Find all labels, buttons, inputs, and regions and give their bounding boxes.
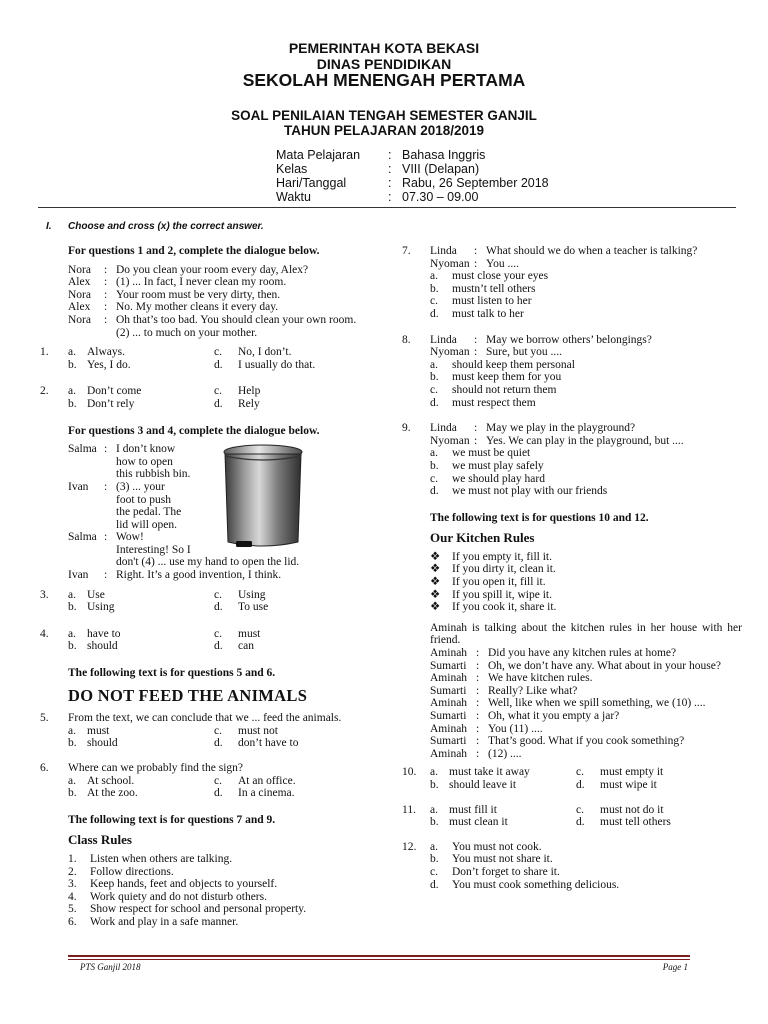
option-b[interactable]: Yes, I do. bbox=[87, 358, 131, 371]
footer-page: Page 1 bbox=[662, 962, 688, 972]
bullet-icon: ❖ bbox=[430, 550, 441, 563]
question-number: 1. bbox=[40, 346, 49, 359]
question-number: 2. bbox=[40, 385, 49, 398]
option-d[interactable]: can bbox=[238, 640, 254, 653]
question-number: 4. bbox=[40, 627, 49, 640]
right-column bbox=[402, 245, 742, 891]
dialogue-line: Salma : Wow! bbox=[68, 531, 380, 544]
dialogue-text: Do you clean your room every day, Alex? bbox=[116, 263, 309, 276]
option-d[interactable]: must tell others bbox=[600, 816, 671, 829]
speaker: Nyoman bbox=[430, 257, 470, 270]
dialogue-text: (2) ... to much on your mother. bbox=[116, 326, 258, 339]
dialogue-line: Ivan : Right. It’s a good invention, I think. bbox=[68, 569, 380, 582]
dialogue-line: Sumarti : That’s good. What if you cook something? bbox=[430, 735, 742, 748]
speaker: Sumarti bbox=[430, 659, 467, 672]
section-heading: The following text is for questions 10 and 12. bbox=[430, 511, 649, 524]
dialogue-text: Interesting! So I bbox=[116, 543, 191, 556]
speaker: Aminah bbox=[430, 722, 468, 735]
footer-divider-thick bbox=[68, 955, 690, 957]
option-d[interactable]: don’t have to bbox=[238, 737, 299, 750]
info-value: 07.30 – 09.00 bbox=[402, 190, 479, 204]
rule-item: 1. Listen when others are talking. bbox=[68, 852, 233, 865]
question-10: 10. a. must take it away c. must empty it b. should leave it d. must wipe it bbox=[402, 766, 742, 791]
dialogue-line: Salma : I don’t know bbox=[68, 443, 380, 456]
dialogue-text: What should we do when a teacher is talking? bbox=[486, 245, 698, 257]
question-12: 12. a. You must not cook. b. You must not share it. c. Don’t forget to share it. d. You must cook something delicious. bbox=[402, 840, 620, 891]
option-d[interactable]: To use bbox=[238, 601, 269, 614]
speaker: Sumarti bbox=[430, 735, 467, 748]
dialogue-text: (1) ... In fact, I never clean my room. bbox=[116, 276, 287, 289]
dialogue-text: foot to push bbox=[116, 493, 171, 506]
option-a[interactable]: Don’t come bbox=[87, 385, 142, 398]
dialogue-text: You .... bbox=[486, 257, 520, 270]
info-row: Mata Pelajaran : Bahasa Inggris bbox=[276, 148, 486, 162]
option-a[interactable]: must fill it bbox=[449, 803, 497, 816]
question-6: 6. Where can we probably find the sign? a. At school. c. At an office. b. At the zoo. d. In a cinema. bbox=[40, 762, 380, 800]
option-b[interactable]: mustn’t tell others bbox=[452, 282, 536, 295]
bullet-icon: ❖ bbox=[430, 563, 441, 576]
option-a[interactable]: have to bbox=[87, 627, 121, 640]
info-label: Waktu bbox=[276, 190, 311, 204]
question-number: 11. bbox=[402, 803, 416, 816]
info-value: VIII (Delapan) bbox=[402, 162, 480, 176]
option-b[interactable]: At the zoo. bbox=[87, 787, 138, 800]
info-label: Hari/Tanggal bbox=[276, 176, 347, 190]
rule-item: 6. Work and play in a safe manner. bbox=[68, 915, 239, 928]
header-department: DINAS PENDIDIKAN bbox=[316, 56, 452, 72]
exam-info bbox=[276, 148, 549, 204]
rule-item: 4. Work quiety and do not disturb others. bbox=[68, 890, 267, 903]
option-c[interactable]: should not return them bbox=[452, 383, 557, 396]
instruction bbox=[46, 221, 264, 232]
question-4: 4. a. have to c. must b. should d. can bbox=[40, 628, 380, 653]
option-b[interactable]: must keep them for you bbox=[452, 371, 562, 384]
dialogue-line: Alex : (1) ... In fact, I never clean my room. bbox=[68, 276, 380, 289]
class-rules-title: Class Rules bbox=[68, 832, 132, 848]
rule-item: 2. Follow directions. bbox=[68, 865, 174, 878]
speaker: Sumarti bbox=[430, 710, 467, 722]
dialogue-text: Oh, we don’t have any. What about in your house? bbox=[488, 659, 721, 672]
option-c[interactable]: Help bbox=[238, 385, 261, 398]
kitchen-rules-title: Our Kitchen Rules bbox=[430, 530, 535, 546]
speaker: Nora bbox=[68, 288, 91, 301]
speaker: Nora bbox=[68, 313, 91, 326]
rubbish-bin-image bbox=[222, 442, 304, 554]
question-number: 3. bbox=[40, 588, 49, 601]
speaker: Salma bbox=[68, 443, 97, 456]
dialogue-line: Aminah : We have kitchen rules. bbox=[430, 672, 742, 685]
dialogue-text: You (11) .... bbox=[488, 722, 543, 735]
option-c[interactable]: we should play hard bbox=[452, 472, 545, 485]
option-d[interactable]: I usually do that. bbox=[238, 358, 316, 371]
question-9: 9. Linda : May we play in the playground? Nyoman : Yes. We can play in the playground, but .... a. we must be quiet b. we must play safely c. we should play hard d. we must not play with our friends bbox=[402, 422, 742, 498]
speaker: Ivan bbox=[68, 569, 89, 582]
speaker: Salma bbox=[68, 531, 97, 544]
option-c[interactable]: Using bbox=[238, 588, 266, 601]
dialogue-line: Alex : No. My mother cleans it every day. bbox=[68, 301, 380, 314]
option-c[interactable]: must empty it bbox=[600, 766, 664, 779]
question-number: 6. bbox=[40, 762, 49, 774]
dialogue-text: Did you have any kitchen rules at home? bbox=[488, 647, 677, 660]
dialogue-text: Yes. We can play in the playground, but .... bbox=[486, 434, 684, 447]
bullet-icon: ❖ bbox=[430, 576, 441, 589]
speaker: Linda bbox=[430, 333, 457, 346]
option-a[interactable]: must take it away bbox=[449, 766, 530, 779]
left-column bbox=[40, 245, 380, 929]
question-7: 7. Linda : What should we do when a teacher is talking? Nyoman : You .... a. must close your eyes b. mustn’t tell others c. must listen to her d. must talk to her bbox=[402, 245, 742, 321]
dialogue-line: Sumarti : Really? Like what? bbox=[430, 685, 742, 698]
section-heading: The following text is for questions 7 and 9. bbox=[68, 813, 276, 826]
question-number: 10. bbox=[402, 766, 417, 779]
dialogue-text: (3) ... your bbox=[116, 480, 165, 493]
question-number: 7. bbox=[402, 245, 411, 257]
dialogue-text: how to open bbox=[116, 455, 173, 468]
option-a[interactable]: Use bbox=[87, 588, 105, 601]
question-stem: Where can we probably find the sign? bbox=[68, 762, 243, 774]
option-c[interactable]: At an office. bbox=[238, 774, 296, 787]
option-b[interactable]: must clean it bbox=[449, 816, 508, 829]
bullet-icon: ❖ bbox=[430, 601, 441, 614]
kitchen-intro: Aminah is talking about the kitchen rules in her house with her friend. bbox=[430, 621, 742, 647]
footer-divider-thin bbox=[68, 959, 690, 960]
question-number: 5. bbox=[40, 712, 49, 725]
dialogue-line: Sumarti : Oh, what it you empty a jar? bbox=[430, 710, 742, 723]
dialogue-text: lid will open. bbox=[116, 518, 178, 531]
dialogue-line: Ivan : (3) ... your bbox=[68, 481, 380, 494]
speaker: Aminah bbox=[430, 647, 468, 660]
dialogue-text: We have kitchen rules. bbox=[488, 672, 593, 685]
kitchen-rule: ❖ If you dirty it, clean it. bbox=[430, 563, 556, 576]
exam-year: TAHUN PELAJARAN 2018/2019 bbox=[283, 123, 485, 138]
option-a[interactable]: Always. bbox=[87, 346, 126, 359]
speaker: Linda bbox=[430, 245, 457, 257]
speaker: Alex bbox=[68, 301, 91, 314]
question-stem: From the text, we can conclude that we ... feed the animals. bbox=[68, 712, 342, 725]
option-d[interactable]: Rely bbox=[238, 397, 260, 410]
option-c[interactable]: must not do it bbox=[600, 803, 664, 816]
question-8: 8. Linda : May we borrow others’ belongings? Nyoman : Sure, but you .... a. should keep them personal b. must keep them for you c. should not return them d. must respect them bbox=[402, 334, 742, 410]
dialogue-text: this rubbish bin. bbox=[116, 468, 191, 481]
dialogue-line bbox=[68, 327, 380, 340]
dialogue-line: Sumarti : Oh, we don’t have any. What about in your house? bbox=[430, 660, 742, 673]
option-c[interactable]: Don’t forget to share it. bbox=[452, 865, 560, 878]
speaker: Nyoman bbox=[430, 346, 470, 359]
info-value: Rabu, 26 September 2018 bbox=[402, 176, 549, 190]
section-heading: For questions 3 and 4, complete the dialogue below. bbox=[68, 424, 320, 437]
speaker bbox=[68, 327, 104, 340]
info-value: Bahasa Inggris bbox=[402, 148, 486, 162]
dialogue-line: Aminah : (12) .... bbox=[430, 748, 742, 761]
dialogue-text: No. My mother cleans it every day. bbox=[116, 301, 279, 314]
instruction-number: I. bbox=[46, 221, 52, 232]
speaker: Aminah bbox=[430, 697, 468, 710]
bullet-icon: ❖ bbox=[430, 588, 441, 601]
option-a[interactable]: we must be quiet bbox=[452, 447, 531, 460]
option-d[interactable]: You must cook something delicious. bbox=[452, 878, 620, 891]
dialogue-text: That’s good. What if you cook something? bbox=[488, 735, 685, 748]
speaker: Ivan bbox=[68, 480, 89, 493]
header-school: SEKOLAH MENENGAH PERTAMA bbox=[242, 70, 526, 90]
question-5: 5. From the text, we can conclude that we ... feed the animals. a. must c. must not b. should d. don’t have to bbox=[40, 712, 380, 750]
speaker: Linda bbox=[430, 422, 457, 435]
dialogue-text: Sure, but you .... bbox=[486, 346, 563, 359]
dialogue-line: Aminah : Did you have any kitchen rules at home? bbox=[430, 647, 742, 660]
question-number: 12. bbox=[402, 840, 417, 853]
option-c[interactable]: must not bbox=[238, 724, 278, 737]
header-government: PEMERINTAH KOTA BEKASI bbox=[288, 40, 480, 56]
instruction-text: Choose and cross (x) the correct answer. bbox=[68, 221, 264, 232]
option-d[interactable]: must respect them bbox=[452, 396, 536, 409]
option-a[interactable]: You must not cook. bbox=[452, 840, 542, 853]
dialogue-text: (12) .... bbox=[488, 747, 522, 760]
dialogue-line: Nora : Your room must be very dirty, then. bbox=[68, 289, 380, 302]
question-1: 1. a. Always. c. No, I don’t. b. Yes, I do. d. I usually do that. bbox=[40, 346, 380, 371]
info-row: Kelas : VIII (Delapan) bbox=[276, 162, 480, 176]
option-c[interactable]: No, I don’t. bbox=[238, 346, 292, 359]
option-b[interactable]: should leave it bbox=[449, 778, 517, 791]
option-b[interactable]: You must not share it. bbox=[452, 853, 553, 866]
kitchen-rule: ❖ If you spill it, wipe it. bbox=[430, 588, 552, 601]
dialogue-text: Oh, what it you empty a jar? bbox=[488, 710, 620, 722]
dialogue-text: the pedal. The bbox=[116, 506, 182, 519]
option-c[interactable]: must listen to her bbox=[452, 295, 532, 308]
dialogue-text: May we borrow others’ belongings? bbox=[486, 333, 652, 346]
dialogue-text: Oh that’s too bad. You should clean your own room. bbox=[116, 313, 357, 326]
question-11: 11. a. must fill it c. must not do it b. must clean it d. must tell others bbox=[402, 804, 742, 829]
option-b[interactable]: Using bbox=[87, 601, 115, 614]
option-a[interactable]: should keep them personal bbox=[452, 358, 575, 371]
dialogue-line: Nora : Oh that’s too bad. You should clean your own room. bbox=[68, 314, 380, 327]
dialogue-line bbox=[68, 556, 380, 569]
dialogue-text: Wow! bbox=[116, 531, 144, 544]
dialogue-text: don't (4) ... use my hand to open the lid. bbox=[116, 556, 300, 569]
option-d[interactable]: we must not play with our friends bbox=[452, 485, 608, 498]
kitchen-rule: ❖ If you cook it, share it. bbox=[430, 601, 557, 614]
section-heading: For questions 1 and 2, complete the dialogue below. bbox=[68, 245, 320, 257]
speaker: Aminah bbox=[430, 747, 468, 760]
option-c[interactable]: must bbox=[238, 627, 261, 640]
option-d[interactable]: must wipe it bbox=[600, 778, 657, 791]
dialogue-text: May we play in the playground? bbox=[486, 422, 636, 435]
option-b[interactable]: we must play safely bbox=[452, 459, 544, 472]
kitchen-rule: ❖ If you open it, fill it. bbox=[430, 576, 546, 589]
question-3: 3. a. Use c. Using b. Using d. To use bbox=[40, 589, 380, 614]
speaker: Alex bbox=[68, 276, 91, 289]
sign-text: DO NOT FEED THE ANIMALS bbox=[68, 685, 308, 705]
speaker: Sumarti bbox=[430, 684, 467, 697]
section-heading: The following text is for questions 5 and 6. bbox=[68, 667, 276, 680]
dialogue-line: Aminah : You (11) .... bbox=[430, 723, 742, 736]
option-b[interactable]: should bbox=[87, 737, 118, 750]
dialogue-text: Right. It’s a good invention, I think. bbox=[116, 569, 282, 582]
rule-item: 3. Keep hands, feet and objects to yourself. bbox=[68, 878, 278, 891]
kitchen-rule: ❖ If you empty it, fill it. bbox=[430, 550, 552, 563]
info-label: Kelas bbox=[276, 162, 308, 176]
dialogue-line: Nora : Do you clean your room every day, Alex? bbox=[68, 264, 380, 277]
speaker: Nora bbox=[68, 263, 91, 276]
dialogue-text: Really? Like what? bbox=[488, 684, 578, 697]
option-a[interactable]: must bbox=[87, 724, 110, 737]
speaker: Aminah bbox=[430, 672, 468, 685]
option-b[interactable]: Don’t rely bbox=[87, 397, 135, 410]
info-label: Mata Pelajaran bbox=[276, 148, 361, 162]
speaker: Nyoman bbox=[430, 434, 470, 447]
info-row: Hari/Tanggal : Rabu, 26 September 2018 bbox=[276, 176, 549, 190]
option-a[interactable]: must close your eyes bbox=[452, 270, 549, 283]
info-row: Waktu : 07.30 – 09.00 bbox=[276, 190, 479, 204]
dialogue-text: Well, like when we spill something, we (10) .... bbox=[488, 697, 706, 710]
question-number: 9. bbox=[402, 422, 411, 435]
dialogue-line: Aminah : Well, like when we spill something, we (10) .... bbox=[430, 697, 742, 710]
exam-title: SOAL PENILAIAN TENGAH SEMESTER GANJIL bbox=[231, 108, 537, 123]
option-b[interactable]: should bbox=[87, 640, 118, 653]
header-divider bbox=[38, 207, 736, 208]
question-2: 2. a. Don’t come c. Help b. Don’t rely d. Rely bbox=[40, 385, 380, 410]
footer-left: PTS Ganjil 2018 bbox=[80, 962, 141, 972]
dialogue-text: I don’t know bbox=[116, 443, 176, 456]
option-d[interactable]: must talk to her bbox=[452, 307, 524, 320]
dialogue-text: Your room must be very dirty, then. bbox=[116, 288, 281, 301]
option-a[interactable]: At school. bbox=[87, 774, 135, 787]
option-d[interactable]: In a cinema. bbox=[238, 787, 295, 800]
rule-item: 5. Show respect for school and personal property. bbox=[68, 903, 307, 916]
question-number: 8. bbox=[402, 333, 411, 346]
